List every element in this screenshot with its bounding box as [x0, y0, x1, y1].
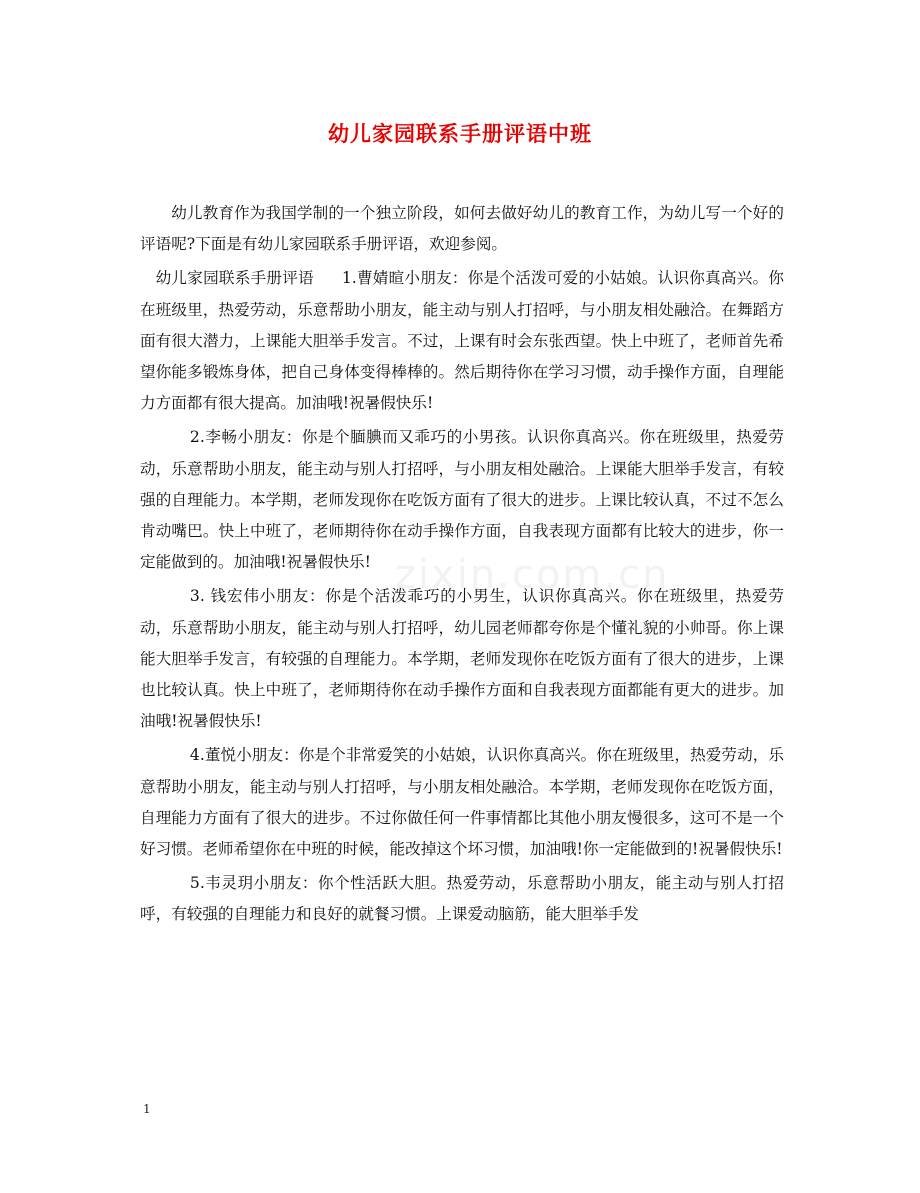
- comment-paragraph-2: 2.李畅小朋友：你是个腼腆而又乖巧的小男孩。认识你真高兴。你在班级里，热爱劳动，乐意帮助小朋友，能主动与别人打招呼，与小朋友相处融洽。上课能大胆举手发言，有较强的自理能力。本学期，老师发现你在吃饭方面有了很大的进步。上课比较认真，不过不怎么肯动嘴巴。快上中班了，老师期待你在动手操作方面，自我表现方面都有比较大的进步，你一定能做到的。加油哦!祝暑假快乐!: [140, 428, 784, 572]
- document-title: 幼儿家园联系手册评语中班: [328, 121, 592, 146]
- watermark: zixin.com.cn: [395, 552, 670, 598]
- page-number: 1: [143, 1102, 151, 1116]
- section-paragraph: [140, 263, 784, 419]
- comment-paragraph-4: 4.董悦小朋友：你是个非常爱笑的小姑娘，认识你真高兴。你在班级里，热爱劳动，乐意帮助小朋友，能主动与别人打招呼，与小朋友相处融洽。本学期，老师发现你在吃饭方面，自理能力方面有了很大的进步。不过你做任何一件事情都比其他小朋友慢很多，这可不是一个好习惯。老师希望你在中班的时候，能改掉这个坏习惯，加油哦!你一定能做到的!祝暑假快乐!: [140, 746, 784, 859]
- document-body: [140, 198, 784, 934]
- comment-paragraph-1: 1.曹婧暄小朋友：你是个活泼可爱的小姑娘。认识你真高兴。你在班级里，热爱劳动，乐意帮助小朋友，能主动与别人打招呼，与小朋友相处融洽。在舞蹈方面有很大潜力，上课能大胆举手发言。不过，上课有时会东张西望。快上中班了，老师首先希望你能多锻炼身体，把自己身体变得棒棒的。然后期待你在学习习惯，动手操作方面，自理能力方面都有很大提高。加油哦!祝暑假快乐!: [140, 269, 784, 413]
- comment-paragraph-5: 5.韦灵玥小朋友：你个性活跃大胆。热爱劳动，乐意帮助小朋友，能主动与别人打招呼，有较强的自理能力和良好的就餐习惯。上课爱动脑筋，能大胆举手发: [140, 874, 784, 924]
- intro-paragraph: 幼儿教育作为我国学制的一个独立阶段，如何去做好幼儿的教育工作，为幼儿写一个好的评语呢?下面是有幼儿家园联系手册评语，欢迎参阅。: [140, 204, 784, 254]
- section-heading: 幼儿家园联系手册评语: [155, 269, 314, 288]
- comment-paragraph-3: 3. 钱宏伟小朋友：你是个活泼乖巧的小男生，认识你真高兴。你在班级里，热爱劳动，乐意帮助小朋友，能主动与别人打招呼，幼儿园老师都夸你是个懂礼貌的小帅哥。你上课能大胆举手发言，有较强的自理能力。本学期，老师发现你在吃饭方面有了很大的进步，上课也比较认真。快上中班了，老师期待你在动手操作方面和自我表现方面都能有更大的进步。加油哦!祝暑假快乐!: [140, 587, 784, 731]
